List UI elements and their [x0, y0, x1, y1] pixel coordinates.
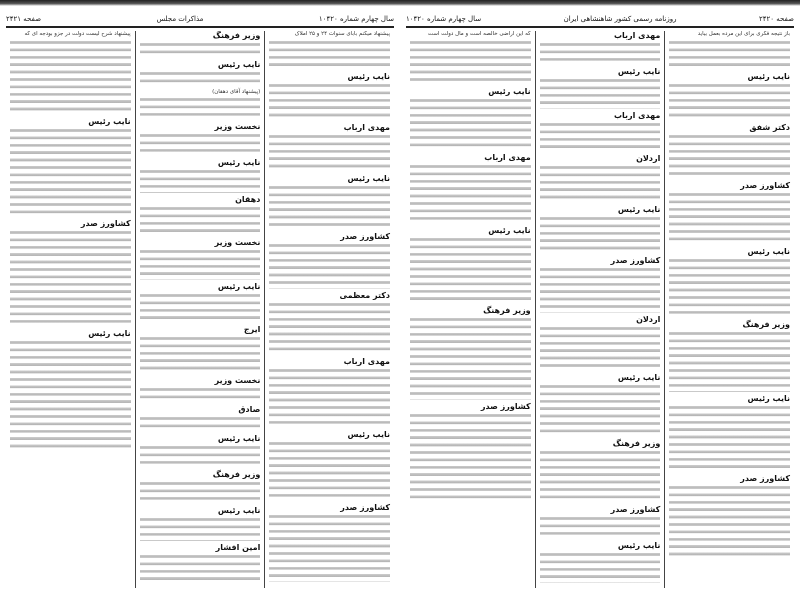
- column: [406, 31, 536, 588]
- speaker-heading: دکتر معظمی: [339, 290, 390, 300]
- text-lines: [269, 186, 390, 230]
- text-lines: [269, 515, 390, 582]
- speaker-heading: نایب رئیس: [617, 540, 661, 550]
- speaker-heading: مهدی ارباب: [613, 31, 661, 40]
- columns: [6, 31, 394, 588]
- text-lines: [140, 482, 261, 504]
- text-lines: [269, 41, 390, 71]
- speaker-heading: وزیر فرهنگ: [212, 31, 261, 40]
- text-lines: [540, 517, 661, 539]
- speaker-heading: وزیر فرهنگ: [612, 438, 661, 448]
- speaker-heading: کشاورز صدر: [740, 474, 790, 484]
- text-lines: [10, 341, 131, 452]
- text-lines: [669, 406, 790, 473]
- text-lines: [540, 451, 661, 503]
- text-lines: [540, 217, 661, 254]
- text-lines: [669, 135, 790, 179]
- speaker-heading: نایب رئیس: [347, 174, 390, 184]
- text-lines: [269, 244, 390, 288]
- text-lines: [410, 165, 531, 224]
- speaker-heading: مهدی ارباب: [343, 356, 390, 366]
- header-rule: [6, 26, 394, 28]
- text-lines: [140, 446, 261, 468]
- speaker-heading: نایب رئیس: [747, 247, 790, 257]
- text-lines: [140, 337, 261, 374]
- speaker-heading: نایب رئیس: [88, 329, 131, 339]
- body-text: (پیشنهاد آقای دهقان): [212, 88, 261, 95]
- text-lines: [140, 250, 261, 280]
- speaker-heading: نایب رئیس: [217, 506, 261, 516]
- speaker-heading: نخست وزیر: [214, 238, 261, 248]
- speaker-heading: نایب رئیس: [617, 205, 661, 215]
- text-lines: [410, 41, 531, 85]
- text-lines: [540, 166, 661, 203]
- speaker-heading: مهدی ارباب: [613, 110, 661, 120]
- speaker-heading: نایب رئیس: [617, 67, 661, 77]
- text-lines: [269, 442, 390, 501]
- header-rule: [406, 26, 794, 28]
- speaker-heading: دهقان: [235, 194, 261, 204]
- speaker-heading: کشاورز صدر: [480, 401, 531, 411]
- text-lines: [669, 486, 790, 560]
- page-number: صفحه ۲۴۲۰: [758, 15, 794, 23]
- page-number: صفحه ۲۴۲۱: [6, 15, 42, 23]
- speaker-heading: نایب رئیس: [488, 225, 531, 235]
- speaker-heading: وزیر فرهنگ: [483, 306, 531, 316]
- issue-number: سال چهارم شماره ۱۰۴۲۰: [406, 15, 482, 23]
- speaker-heading: نایب رئیس: [217, 434, 261, 444]
- body-text: پیشنهاد شرح لیست دولت در جزو بودجه ای که: [24, 31, 131, 37]
- text-lines: [140, 388, 261, 403]
- page-header: [406, 12, 794, 26]
- speaker-heading: نایب رئیس: [347, 429, 390, 439]
- text-lines: [410, 414, 531, 503]
- text-lines: [269, 369, 390, 428]
- speaker-heading: کشاورز صدر: [610, 256, 661, 266]
- body-text: باز نتیجه فکری برای این مرده بعمل بیاید: [697, 31, 790, 37]
- text-lines: [540, 43, 661, 65]
- speaker-heading: نایب رئیس: [88, 116, 131, 126]
- speaker-heading: کشاورز صدر: [340, 503, 390, 513]
- page-header: [6, 12, 394, 26]
- text-lines: [140, 207, 261, 237]
- speaker-heading: نایب رئیس: [488, 86, 531, 96]
- text-lines: [140, 555, 261, 585]
- text-lines: [140, 98, 261, 120]
- column: [665, 31, 794, 588]
- speaker-heading: نایب رئیس: [747, 72, 790, 82]
- text-lines: [540, 268, 661, 312]
- section-title: روزنامه رسمی کشور شاهنشاهی ایران: [563, 15, 677, 23]
- speaker-heading: نایب رئیس: [217, 281, 261, 291]
- column: [536, 31, 666, 588]
- speaker-heading: وزیر فرهنگ: [212, 470, 261, 480]
- speaker-heading: نایب رئیس: [217, 59, 261, 69]
- text-lines: [669, 332, 790, 391]
- text-lines: [140, 170, 261, 192]
- speaker-heading: کشاورز صدر: [610, 504, 661, 514]
- text-lines: [140, 134, 261, 156]
- speaker-heading: کشاورز صدر: [80, 219, 131, 229]
- text-lines: [269, 135, 390, 172]
- issue-number: سال چهارم شماره ۱۰۴۲۰: [318, 15, 394, 23]
- text-lines: [669, 84, 790, 121]
- text-lines: [410, 99, 531, 151]
- speaker-heading: نخست وزیر: [214, 376, 261, 386]
- column: [136, 31, 266, 588]
- speaker-heading: وزیر فرهنگ: [742, 320, 790, 330]
- speaker-heading: اردلان: [636, 154, 661, 164]
- speaker-heading: نایب رئیس: [747, 393, 790, 403]
- speaker-heading: دکتر شفق: [749, 123, 790, 133]
- section-title: مذاکرات مجلس: [156, 15, 204, 23]
- column: [265, 31, 394, 588]
- text-lines: [140, 43, 261, 58]
- body-text: پیشنهاد میکنم بابای سنوات ۲۴ و ۲۵ املاک: [294, 31, 390, 37]
- text-lines: [540, 79, 661, 109]
- text-lines: [140, 72, 261, 87]
- text-lines: [669, 41, 790, 71]
- text-lines: [10, 41, 131, 115]
- speaker-heading: صادق: [238, 405, 261, 415]
- right-page: [402, 6, 798, 592]
- speaker-heading: مهدی ارباب: [484, 152, 531, 162]
- speaker-heading: نخست وزیر: [214, 122, 261, 132]
- speaker-heading: کشاورز صدر: [340, 232, 390, 242]
- speaker-heading: ایرج: [243, 325, 261, 335]
- text-lines: [269, 84, 390, 121]
- speaker-heading: مهدی ارباب: [343, 123, 390, 133]
- text-lines: [10, 129, 131, 218]
- speaker-heading: اردلان: [636, 314, 661, 324]
- text-lines: [540, 385, 661, 437]
- body-text: که این اراضی خالصه است و مال دولت است: [427, 31, 531, 37]
- left-page: [2, 6, 398, 592]
- speaker-heading: نایب رئیس: [617, 373, 661, 383]
- text-lines: [540, 123, 661, 153]
- columns: [406, 31, 794, 588]
- text-lines: [10, 231, 131, 327]
- text-lines: [540, 553, 661, 583]
- text-lines: [269, 303, 390, 355]
- speaker-heading: کشاورز صدر: [740, 181, 790, 191]
- text-lines: [140, 417, 261, 432]
- text-lines: [540, 327, 661, 371]
- text-lines: [669, 259, 790, 318]
- text-lines: [410, 318, 531, 399]
- speaker-heading: نایب رئیس: [217, 158, 261, 168]
- text-lines: [669, 193, 790, 245]
- text-lines: [140, 518, 261, 540]
- column: [6, 31, 136, 588]
- speaker-heading: نایب رئیس: [347, 72, 390, 82]
- text-lines: [410, 238, 531, 305]
- text-lines: [140, 294, 261, 324]
- speaker-heading: امین افشار: [215, 542, 261, 552]
